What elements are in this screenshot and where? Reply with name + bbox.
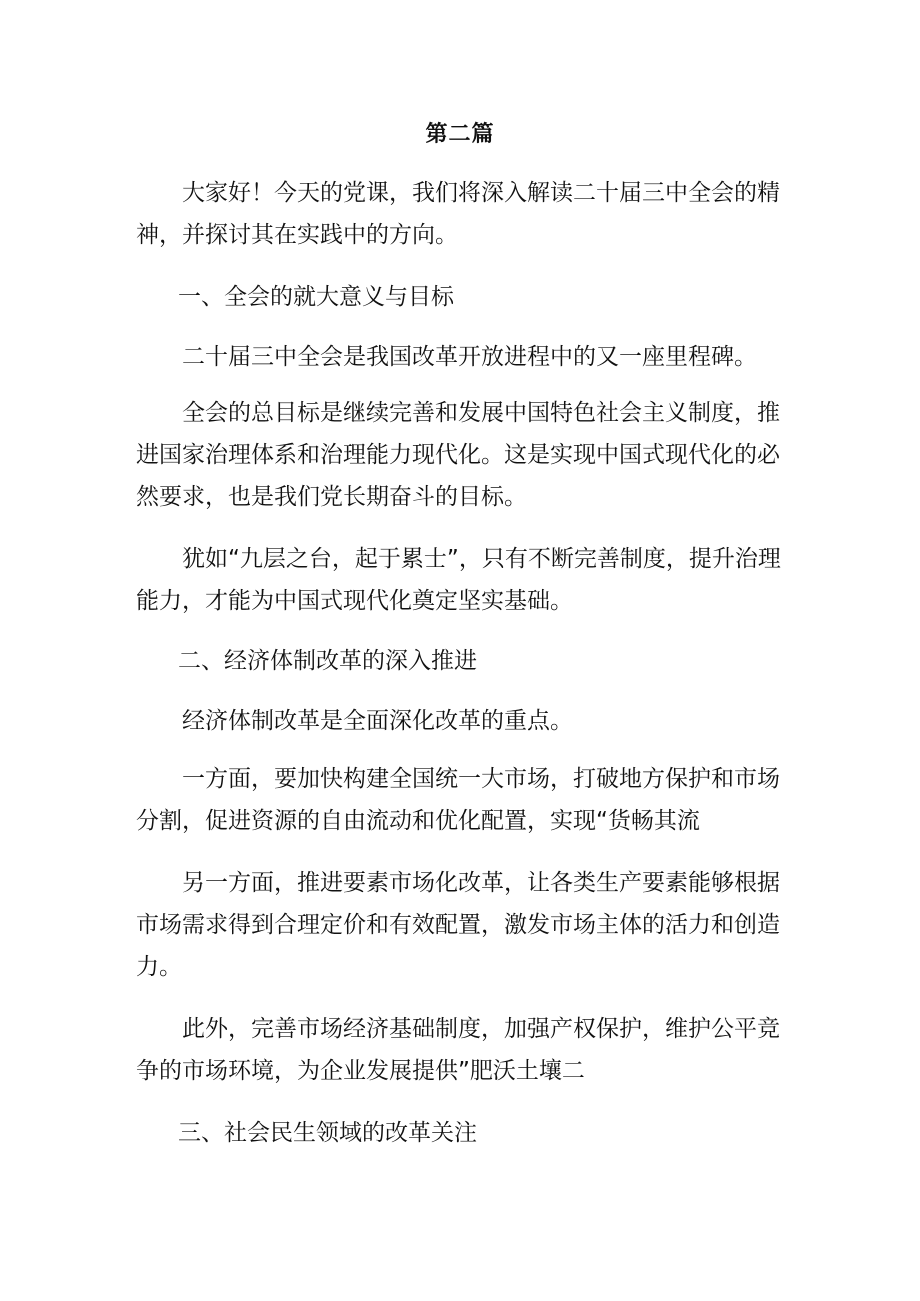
- section-heading-2: 二、经济体制改革的深入推进: [178, 648, 477, 674]
- paragraph-milestone: 二十届三中全会是我国改革开放进程中的又一座里程碑。: [182, 344, 757, 370]
- paragraph-factor-market: 另一方面，推进要素市场化改革，让各类生产要素能够根据市场需求得到合理定价和有效配置，激发市场主体的活力和创造力。: [136, 870, 780, 980]
- paragraph-intro: 大家好！今天的党课，我们将深入解读二十届三中全会的精神，并探讨其在实践中的方向。: [136, 180, 780, 248]
- paragraph-goal: 全会的总目标是继续完善和发展中国特色社会主义制度，推进国家治理体系和治理能力现代化。这是实现中国式现代化的必然要求，也是我们党长期奋斗的目标。: [136, 400, 780, 510]
- section-heading-3: 三、社会民生领域的改革关注: [178, 1120, 477, 1146]
- document-title: 第二篇: [425, 122, 495, 147]
- paragraph-unified-market: 一方面，要加快构建全国统一大市场，打破地方保护和市场分割，促进资源的自由流动和优化配置，实现“货畅其流: [136, 766, 780, 834]
- paragraph-analogy: 犹如“九层之台，起于累士”，只有不断完善制度，提升治理能力，才能为中国式现代化奠定坚实基础。: [136, 546, 781, 614]
- paragraph-economic-focus: 经济体制改革是全面深化改革的重点。: [182, 708, 573, 734]
- section-heading-1: 一、全会的就大意义与目标: [178, 284, 454, 310]
- paragraph-property-rights: 此外，完善市场经济基础制度，加强产权保护，维护公平竞争的市场环境，为企业发展提供”肥沃土壤二: [136, 1016, 780, 1084]
